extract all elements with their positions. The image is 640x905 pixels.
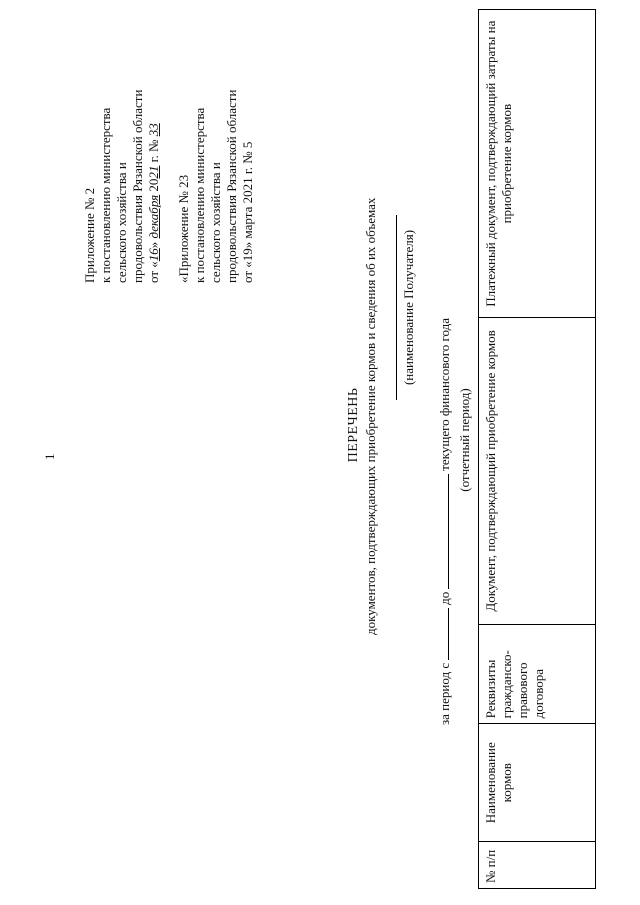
period-from-blank	[447, 608, 449, 660]
header-feed-name: Наименование кормов	[479, 723, 595, 841]
header-contract-details: Реквизиты гражданско-правового договора	[479, 624, 595, 724]
header-number: № п/п	[479, 841, 595, 888]
handwritten-year: 21	[146, 165, 161, 179]
period-line	[437, 25, 453, 725]
period-to-blank	[447, 474, 449, 589]
appendix-block	[82, 3, 256, 283]
appendix-line: сельского хозяйства и	[208, 162, 223, 283]
period-suffix: текущего финансового года	[437, 317, 452, 471]
period-caption: (отчетный период)	[457, 388, 472, 492]
header-purchase-document: Документ, подтверждающий приобретение кормов	[479, 317, 595, 623]
appendix-line: от «19» марта 2021 г. № 5	[240, 141, 255, 283]
appendix-line: к постановлению министерства	[98, 107, 113, 283]
title-subtitle: документов, подтверждающих приобретение кормов и сведения об их объемах	[362, 197, 378, 635]
document-title	[346, 197, 378, 635]
period-prefix: за период с	[437, 662, 452, 725]
handwritten-number: 33	[146, 123, 161, 137]
appendix-date-line: от «16» декабря 2021 г. № 33	[146, 123, 161, 283]
recipient-underline	[396, 215, 397, 400]
period-to: до	[437, 591, 452, 605]
title-main: ПЕРЕЧЕНЬ	[346, 387, 361, 463]
documents-table	[478, 9, 596, 889]
handwritten-day: 16	[146, 248, 161, 262]
recipient-caption: (наименование Получателя)	[401, 229, 416, 386]
appendix-line: «Приложение № 23	[176, 174, 191, 283]
page-number: 1	[42, 453, 57, 460]
appendix-line: продовольствия Рязанской области	[224, 89, 239, 283]
header-payment-document: Платежный документ, подтверждающий затраты на приобретение кормов	[483, 20, 514, 307]
appendix-line: к постановлению министерства	[192, 107, 207, 283]
appendix-line: Приложение № 2	[82, 187, 97, 283]
appendix-line: продовольствия Рязанской области	[130, 89, 145, 283]
handwritten-month: декабря	[146, 194, 161, 239]
appendix-line: сельского хозяйства и	[114, 162, 129, 283]
